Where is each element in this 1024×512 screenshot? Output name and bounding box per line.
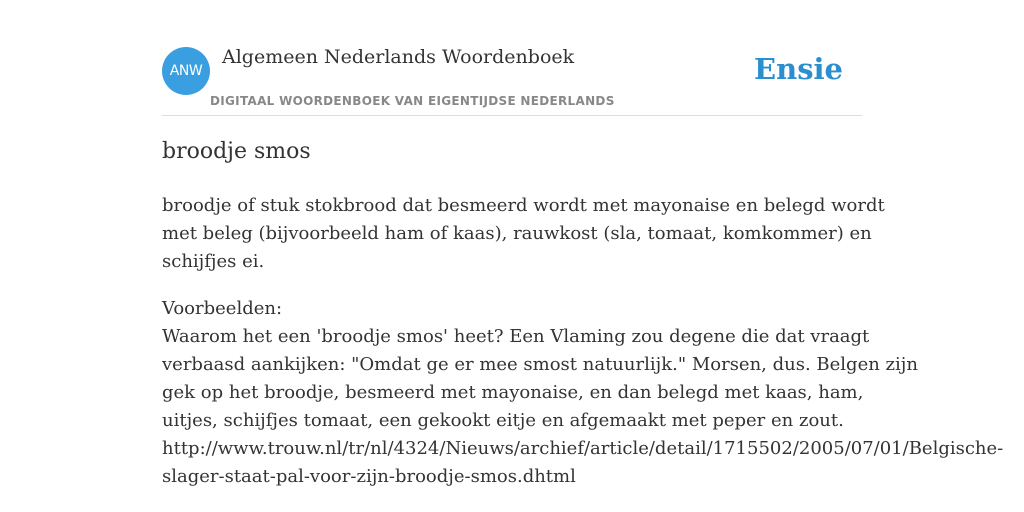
examples-label: Voorbeelden:	[162, 298, 283, 319]
definition-line: schijfjes ei.	[162, 251, 265, 272]
definition-line: broodje of stuk stokbrood dat besmeerd wordt met mayonaise en belegd wordt	[162, 195, 885, 216]
example-line: verbaasd aankijken: "Omdat ge er mee smost natuurlijk." Morsen, dus. Belgen zijn	[162, 354, 918, 375]
header-divider	[162, 115, 862, 116]
example-line: Waarom het een 'broodje smos' heet? Een Vlaming zou degene die dat vraagt	[162, 326, 870, 347]
example-source-url-line: slager-staat-pal-voor-zijn-broodje-smos.dhtml	[162, 466, 576, 487]
example-line: gek op het broodje, besmeerd met mayonaise, en dan belegd met kaas, ham,	[162, 382, 864, 403]
logo-text: ANW	[169, 63, 203, 79]
example-line: uitjes, schijfjes tomaat, een gekookt eitje en afgemaakt met peper en zout.	[162, 410, 844, 431]
example-source-url-line: http://www.trouw.nl/tr/nl/4324/Nieuws/archief/article/detail/1715502/2005/07/01/Belgische-	[162, 438, 1004, 459]
ensie-brand-logo[interactable]: Ensie	[754, 52, 843, 86]
entry-definition	[162, 192, 885, 276]
site-title[interactable]: Algemeen Nederlands Woordenboek	[222, 46, 575, 68]
definition-line: met beleg (bijvoorbeeld ham of kaas), rauwkost (sla, tomaat, komkommer) en	[162, 223, 872, 244]
entry-headword: broodje smos	[162, 139, 311, 164]
site-subtitle: DIGITAAL WOORDENBOEK VAN EIGENTIJDSE NEDERLANDS	[210, 94, 615, 108]
entry-examples	[162, 295, 1004, 491]
anw-logo[interactable]	[162, 47, 210, 95]
